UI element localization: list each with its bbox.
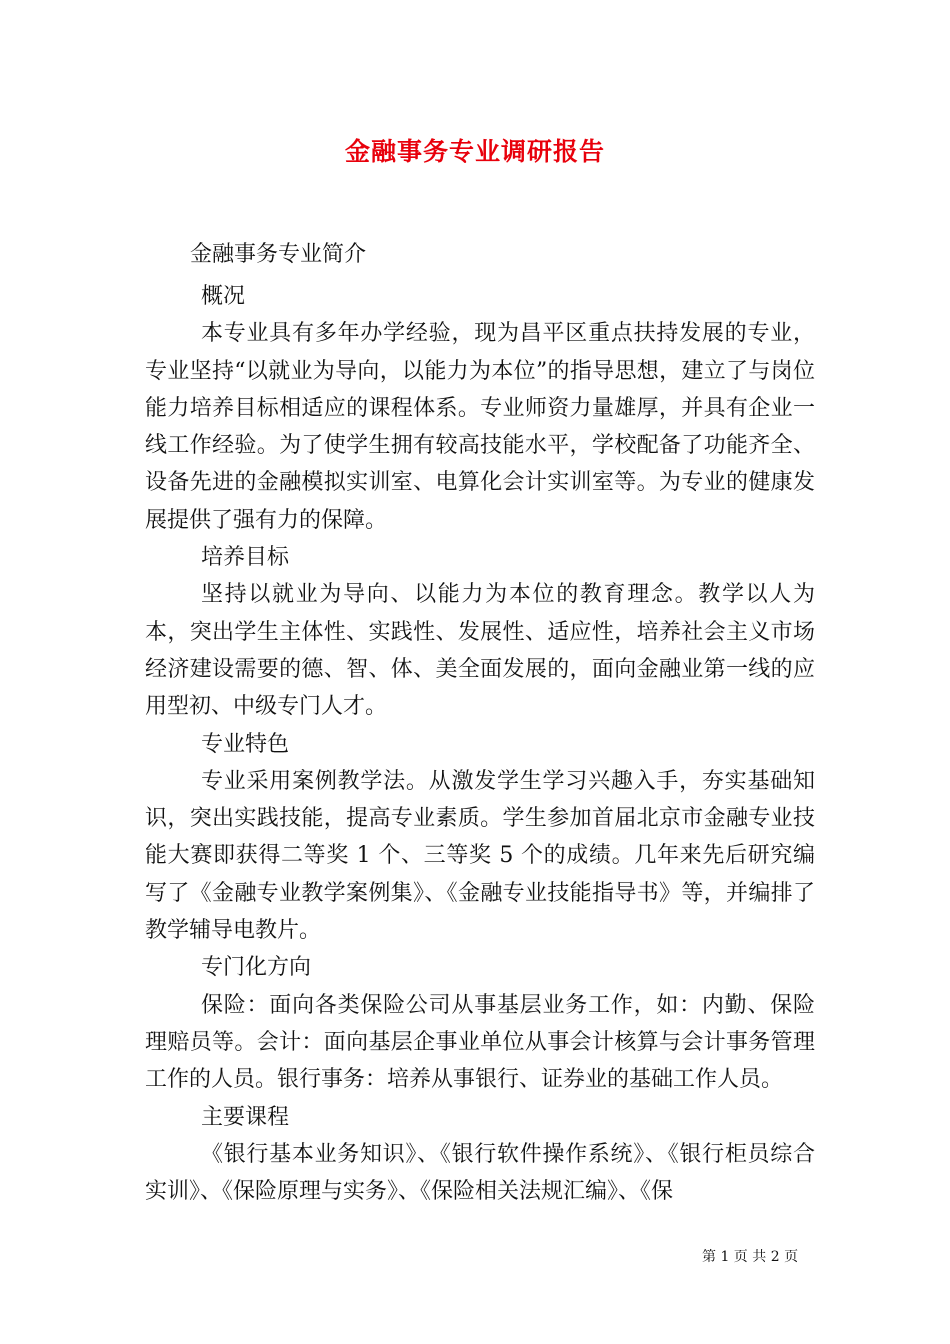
paragraph-main-courses: 《银行基本业务知识》、《银行软件操作系统》、《银行柜员综合实训》、《保险原理与实务》、《保险相关法规汇编》、《保 (145, 1141, 815, 1205)
heading-specializations: 专门化方向 (201, 955, 312, 981)
heading-main-courses: 主要课程 (201, 1104, 290, 1130)
document-title: 金融事务专业调研报告 (344, 137, 605, 166)
paragraph-features: 专业采用案例教学法。从激发学生学习兴趣入手，夯实基础知识，突出实践技能，提高专业素质。学生参加首届北京市金融专业技能大赛即获得二等奖 1 个、三等奖 5 个的成绩。几年来先后研究编写了《金融专业教学案例集》、《金融专业技能指导书》等，并编排了教学辅导电教片。 (145, 768, 815, 944)
heading-overview: 概况 (201, 284, 246, 309)
document-body (145, 278, 815, 1210)
paragraph-training-goals: 坚持以就业为导向、以能力为本位的教育理念。教学以人为本，突出学生主体性、实践性、发展性、适应性，培养社会主义市场经济建设需要的德、智、体、美全面发展的，面向金融业第一线的应用型初、中级专门人才。 (145, 582, 815, 720)
section-title: 金融事务专业简介 (190, 242, 367, 267)
heading-training-goals: 培养目标 (201, 545, 290, 571)
paragraph-overview: 本专业具有多年办学经验，现为昌平区重点扶持发展的专业，专业坚持“以就业为导向，以能力为本位”的指导思想，建立了与岗位能力培养目标相适应的课程体系。专业师资力量雄厚，并具有企业一线工作经验。为了使学生拥有较高技能水平，学校配备了功能齐全、设备先进的金融模拟实训室、电算化会计实训室等。为专业的健康发展提供了强有力的保障。 (145, 321, 815, 533)
heading-features: 专业特色 (201, 731, 290, 757)
paragraph-specializations: 保险：面向各类保险公司从事基层业务工作，如：内勤、保险理赔员等。会计：面向基层企事业单位从事会计核算与会计事务管理工作的人员。银行事务：培养从事银行、证券业的基础工作人员。 (145, 992, 815, 1093)
page-number: 第 1 页 共 2 页 (702, 1249, 799, 1265)
